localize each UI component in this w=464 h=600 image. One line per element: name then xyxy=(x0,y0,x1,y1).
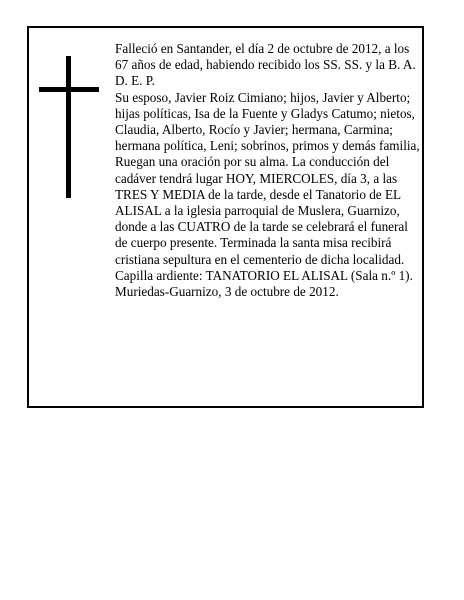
cross-vertical-bar xyxy=(66,56,71,198)
obituary-notice xyxy=(27,26,424,408)
death-announcement: Falleció en Santander, el día 2 de octubre de 2012, a los 67 años de edad, habiendo recibido los SS. SS. y la B. A. xyxy=(115,41,416,73)
notice-text xyxy=(115,41,421,300)
funeral-details: Ruegan una oración por su alma. La conducción del cadáver tendrá lugar HOY, MIERCOLES, día 3, a las TRES Y MEDIA de la tarde, desde el Tanatorio de EL ALISAL a la iglesia parroquial de Muslera, Guarnizo, donde a las CUATRO de la tarde se celebrará el funeral de cuerpo presente. Terminada la santa misa recibirá cristiana sepultura en el cementerio de dicha localidad. Capilla ardiente: TANATORIO EL ALISAL (Sala n.º 1). xyxy=(115,154,413,283)
latin-cross-icon xyxy=(39,56,99,198)
family-list: Su esposo, Javier Roiz Cimiano; hijos, Javier y Alberto; hijas políticas, Isa de la Fuente y Gladys Catumo; nietos, Claudia, Alberto, Rocío y Javier; hermana, Carmina; hermana política, Leni; sobrinos, primos y demás familia, xyxy=(115,89,420,154)
cross-horizontal-bar xyxy=(39,87,99,92)
rest-in-peace: D. E. P. xyxy=(115,73,155,89)
place-and-date: Muriedas-Guarnizo, 3 de octubre de 2012. xyxy=(115,284,339,300)
